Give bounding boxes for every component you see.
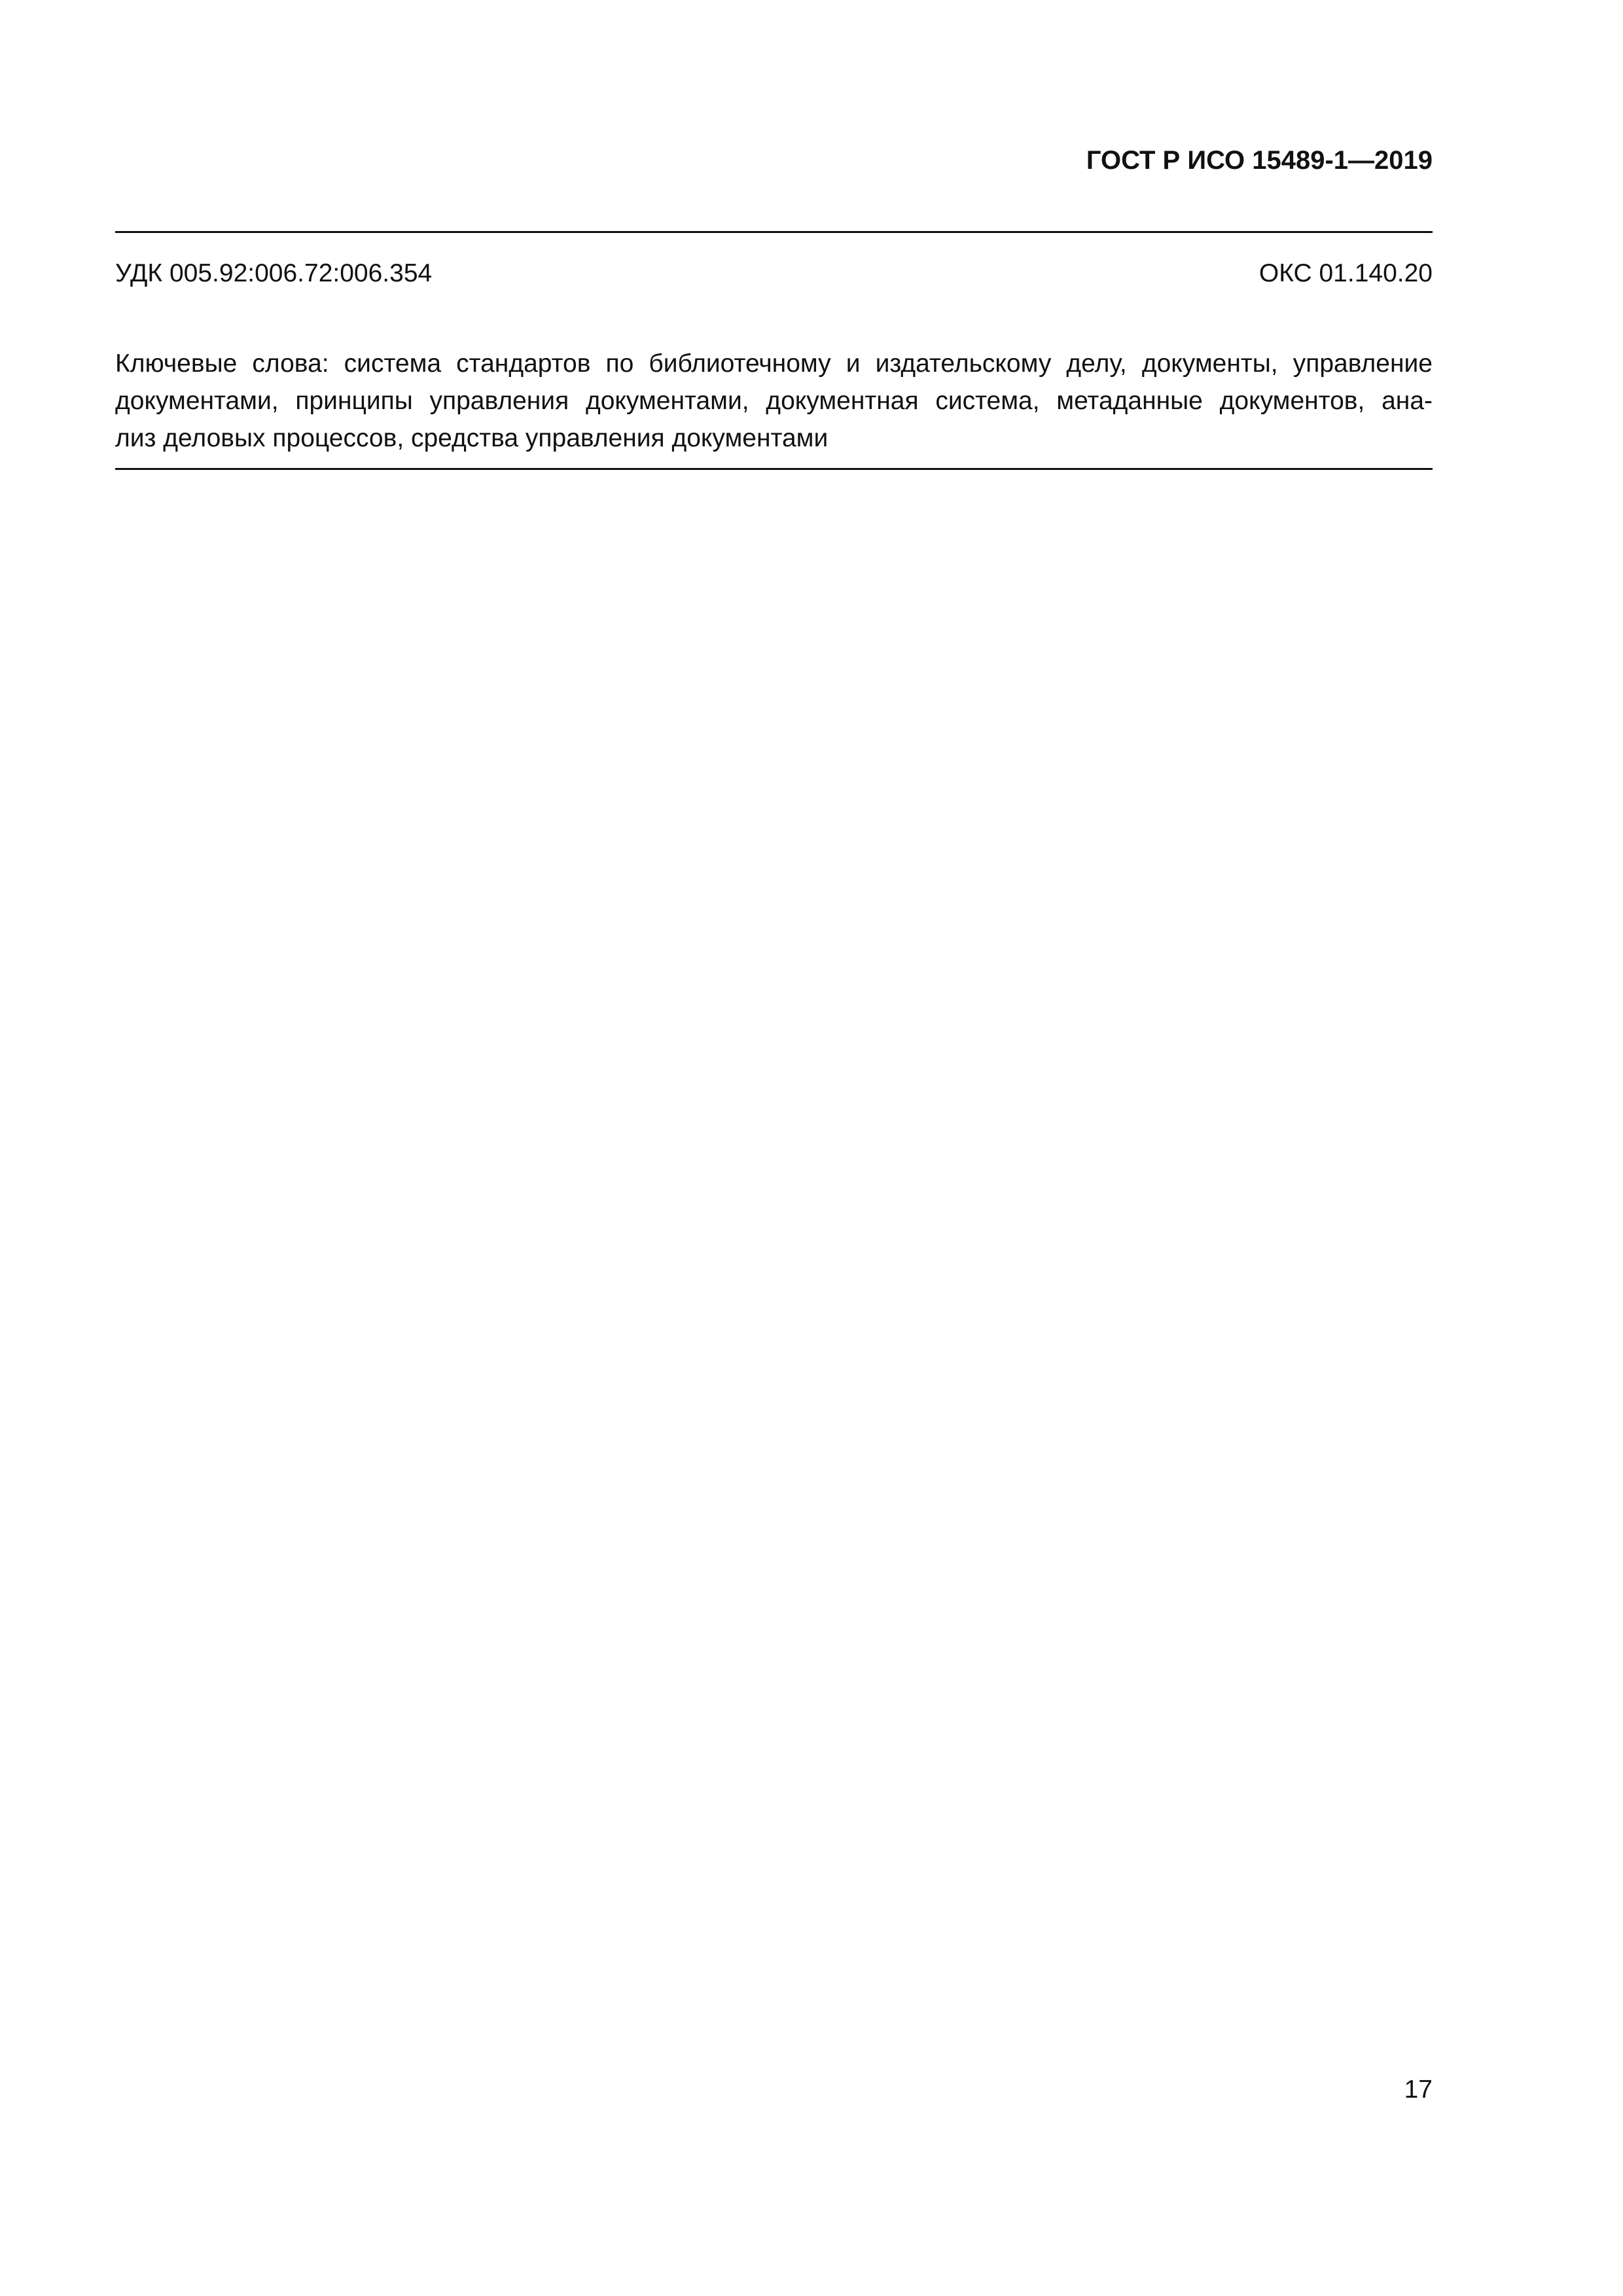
oks-code: ОКС 01.140.20 [1258,259,1433,287]
document-code-header: ГОСТ Р ИСО 15489-1—2019 [1086,146,1433,175]
classification-row [115,259,1433,292]
bottom-divider [115,468,1433,470]
keywords-paragraph [115,345,1433,457]
keywords-line: лиз деловых процессов, средства управления документами [115,424,829,452]
udk-code: УДК 005.92:006.72:006.354 [115,259,433,287]
keywords-line: документами, принципы управления документами, документная система, метаданные документов, ана- [115,387,1433,415]
page-number: 17 [1404,2075,1433,2104]
top-divider [115,231,1433,233]
keywords-line: Ключевые слова: система стандартов по библиотечному и издательскому делу, документы, управление [115,350,1433,378]
